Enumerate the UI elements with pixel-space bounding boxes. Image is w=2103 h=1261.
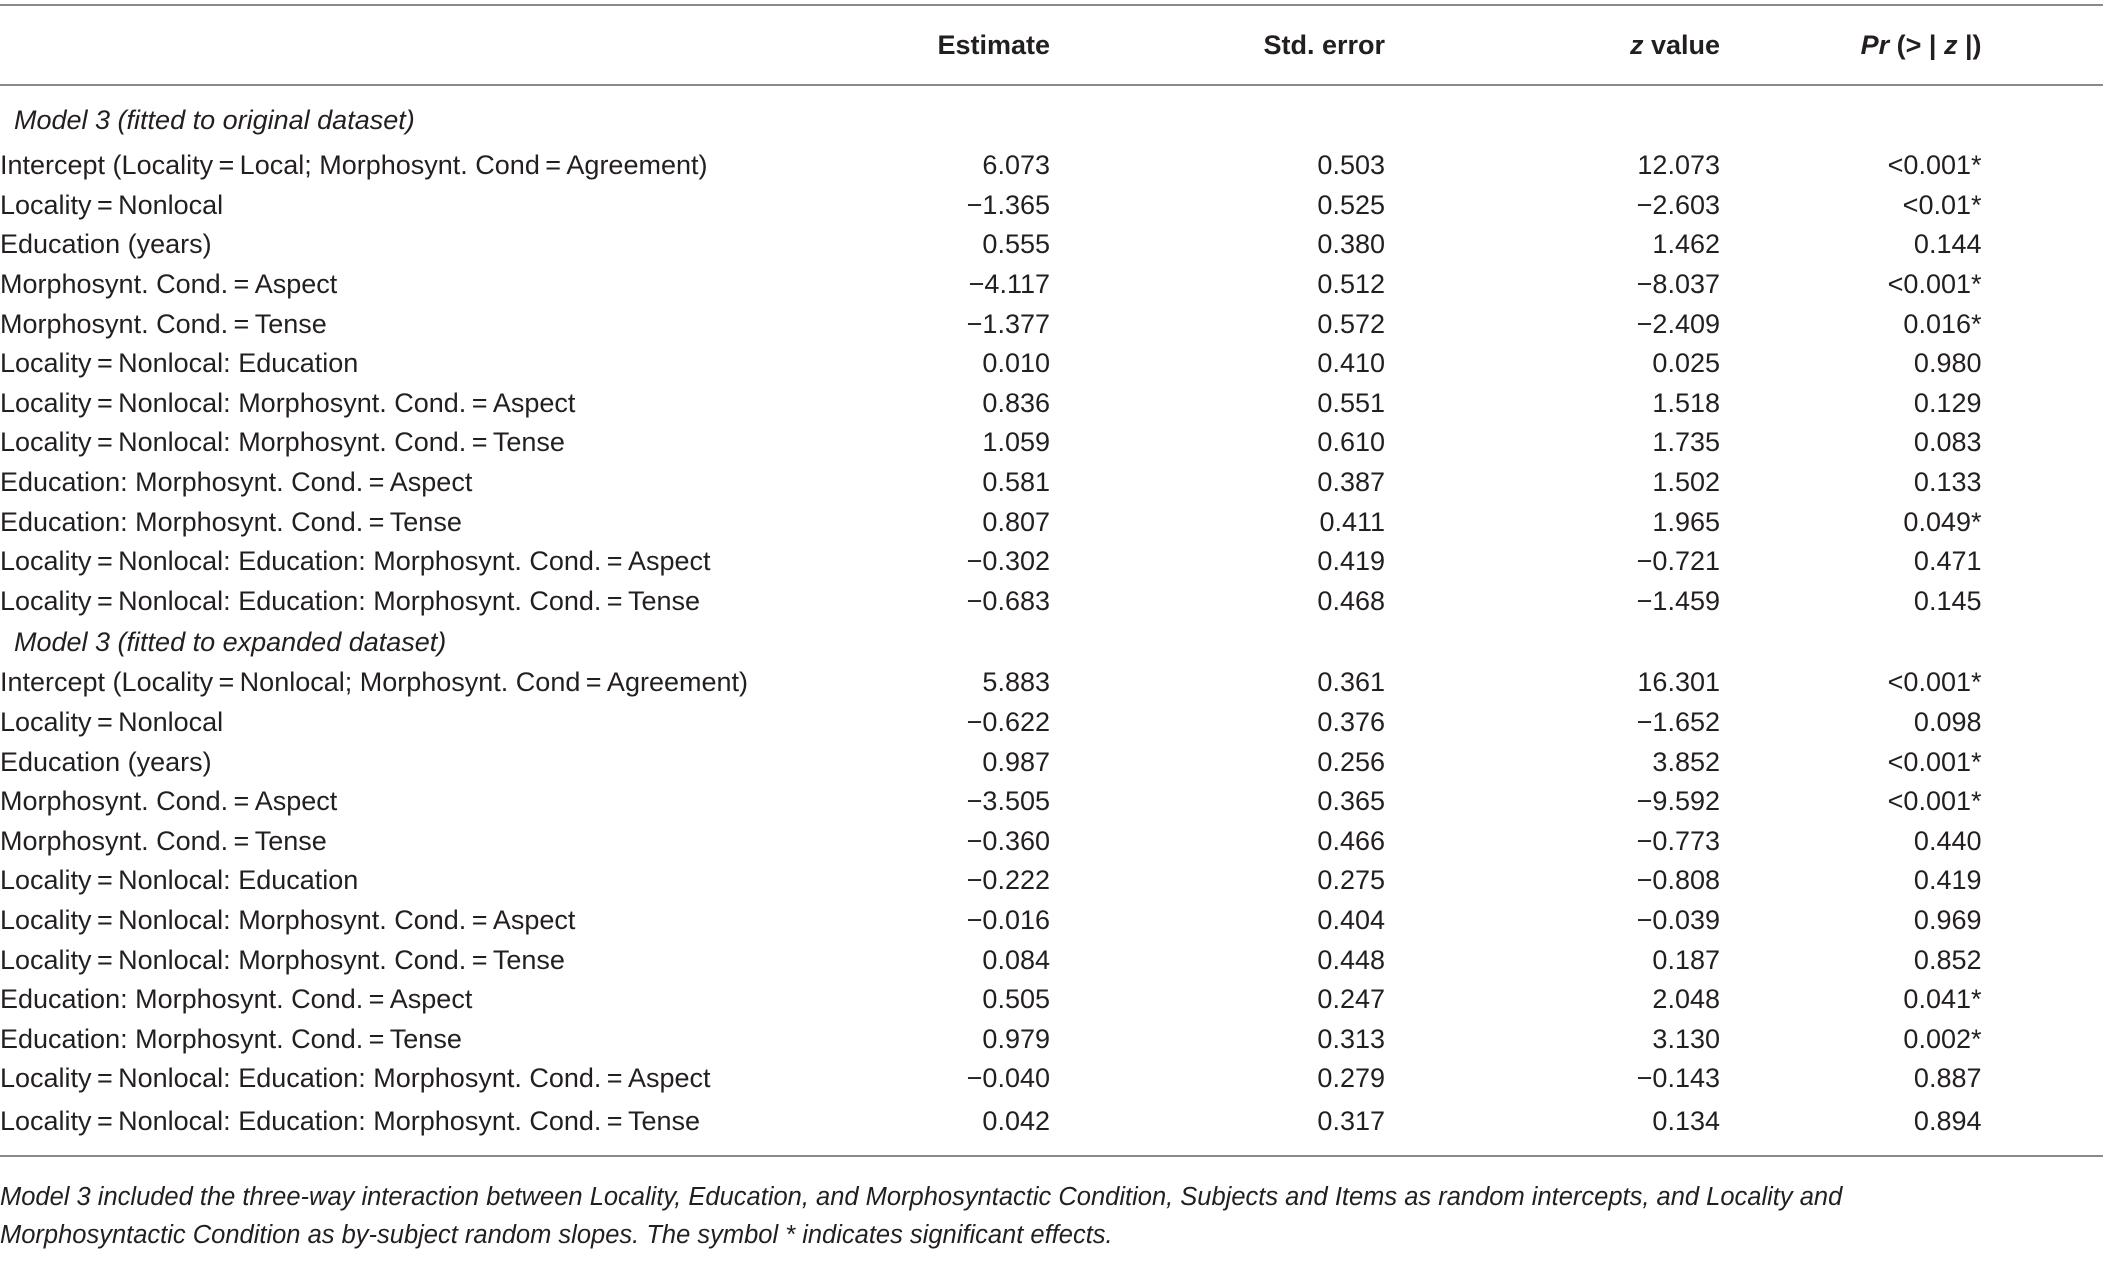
section-title: Model 3 (fitted to expanded dataset) bbox=[14, 626, 447, 657]
table-row bbox=[0, 265, 2103, 305]
p-value-text: 0.980 bbox=[1913, 348, 1982, 379]
cell-estimate: 0.042 bbox=[982, 1106, 1050, 1137]
cell-estimate: 6.073 bbox=[982, 150, 1050, 181]
cell-p-value bbox=[1720, 822, 2103, 862]
cell-std-error: 0.448 bbox=[1317, 944, 1385, 975]
cell-estimate: −0.222 bbox=[966, 865, 1050, 896]
section-title: Model 3 (fitted to original dataset) bbox=[14, 104, 415, 135]
cell-std-error: 0.551 bbox=[1317, 387, 1385, 418]
cell-p-value bbox=[1720, 542, 2103, 582]
table-row bbox=[0, 582, 2103, 622]
cell-estimate: 5.883 bbox=[982, 667, 1050, 698]
cell-z-value: 3.852 bbox=[1652, 746, 1720, 777]
cell-std-error: 0.313 bbox=[1317, 1023, 1385, 1054]
cell-z-value: 12.073 bbox=[1637, 150, 1720, 181]
p-value-text: 0.098 bbox=[1913, 707, 1982, 738]
cell-p-value bbox=[1720, 703, 2103, 743]
cell-p-value bbox=[1720, 186, 2103, 226]
p-value-text: 0.133 bbox=[1913, 467, 1982, 498]
cell-p-value bbox=[1720, 582, 2103, 622]
header-z-value bbox=[1385, 5, 1720, 85]
row-label: Education: Morphosynt. Cond. = Tense bbox=[0, 1023, 462, 1054]
cell-estimate: 0.010 bbox=[982, 348, 1050, 379]
row-label: Intercept (Locality = Nonlocal; Morphosynt. Cond = Agreement) bbox=[0, 667, 748, 698]
cell-p-value bbox=[1720, 146, 2103, 186]
row-label: Locality = Nonlocal: Education: Morphosynt. Cond. = Tense bbox=[0, 1106, 701, 1137]
cell-std-error: 0.411 bbox=[1319, 506, 1385, 537]
row-label: Locality = Nonlocal bbox=[0, 189, 224, 220]
cell-z-value: 3.130 bbox=[1652, 1023, 1720, 1054]
row-label: Intercept (Locality = Local; Morphosynt. Cond = Agreement) bbox=[0, 150, 708, 181]
table-row bbox=[0, 1059, 2103, 1099]
regression-table bbox=[0, 4, 2103, 1157]
cell-std-error: 0.525 bbox=[1317, 189, 1385, 220]
p-value-text: <0.001* bbox=[1887, 746, 1982, 777]
cell-estimate: 0.836 bbox=[982, 387, 1050, 418]
row-label: Education (years) bbox=[0, 746, 212, 777]
table-row bbox=[0, 225, 2103, 265]
cell-p-value bbox=[1720, 663, 2103, 703]
cell-estimate: 1.059 bbox=[982, 427, 1050, 458]
table-row bbox=[0, 980, 2103, 1020]
row-label: Education: Morphosynt. Cond. = Aspect bbox=[0, 984, 473, 1015]
cell-p-value bbox=[1720, 344, 2103, 384]
p-value-text: 0.894 bbox=[1913, 1106, 1982, 1137]
table-row bbox=[0, 822, 2103, 862]
cell-z-value: 0.134 bbox=[1652, 1106, 1720, 1137]
row-label: Morphosynt. Cond. = Aspect bbox=[0, 786, 338, 817]
cell-std-error: 0.361 bbox=[1317, 667, 1385, 698]
table-body bbox=[0, 85, 2103, 1156]
row-label: Education: Morphosynt. Cond. = Tense bbox=[0, 506, 462, 537]
cell-std-error: 0.404 bbox=[1317, 904, 1385, 935]
cell-p-value bbox=[1720, 940, 2103, 980]
p-value-text: 0.049* bbox=[1903, 506, 1982, 537]
p-value-text: <0.001* bbox=[1887, 667, 1982, 698]
cell-std-error: 0.419 bbox=[1317, 546, 1385, 577]
cell-estimate: −0.683 bbox=[966, 585, 1050, 616]
row-label: Locality = Nonlocal: Education: Morphosynt. Cond. = Aspect bbox=[0, 546, 711, 577]
row-label: Locality = Nonlocal: Education: Morphosynt. Cond. = Aspect bbox=[0, 1063, 711, 1094]
header-pr-mid: (> | bbox=[1889, 29, 1944, 60]
table-header bbox=[0, 5, 2103, 85]
cell-z-value: −1.459 bbox=[1636, 585, 1720, 616]
table-row bbox=[0, 1019, 2103, 1059]
p-value-text: 0.852 bbox=[1913, 944, 1982, 975]
cell-z-value: −0.039 bbox=[1636, 904, 1720, 935]
cell-p-value bbox=[1720, 782, 2103, 822]
cell-std-error: 0.466 bbox=[1317, 825, 1385, 856]
cell-z-value: −1.652 bbox=[1636, 707, 1720, 738]
cell-estimate: 0.807 bbox=[982, 506, 1050, 537]
table-row bbox=[0, 423, 2103, 463]
table-row bbox=[0, 742, 2103, 782]
p-value-text: 0.145 bbox=[1913, 585, 1982, 616]
row-label: Locality = Nonlocal bbox=[0, 707, 224, 738]
row-label: Education: Morphosynt. Cond. = Aspect bbox=[0, 467, 473, 498]
cell-estimate: 0.987 bbox=[982, 746, 1050, 777]
cell-estimate: −0.302 bbox=[966, 546, 1050, 577]
cell-z-value: 2.048 bbox=[1652, 984, 1720, 1015]
row-label: Morphosynt. Cond. = Aspect bbox=[0, 269, 338, 300]
p-value-text: 0.471 bbox=[1913, 546, 1982, 577]
p-value-text: 0.041* bbox=[1903, 984, 1982, 1015]
table-row bbox=[0, 384, 2103, 424]
p-value-text: 0.002* bbox=[1903, 1023, 1982, 1054]
header-std-error: Std. error bbox=[1263, 29, 1385, 60]
section-header-row bbox=[0, 85, 2103, 146]
header-label-column bbox=[0, 5, 780, 85]
p-value-text: 0.440 bbox=[1913, 825, 1982, 856]
row-label: Locality = Nonlocal: Morphosynt. Cond. = Aspect bbox=[0, 387, 576, 418]
cell-p-value bbox=[1720, 1059, 2103, 1099]
cell-std-error: 0.376 bbox=[1317, 707, 1385, 738]
row-label: Education (years) bbox=[0, 229, 212, 260]
header-pr bbox=[1720, 5, 2103, 85]
cell-p-value bbox=[1720, 265, 2103, 305]
cell-z-value: 0.187 bbox=[1652, 944, 1720, 975]
header-z-rest: value bbox=[1643, 29, 1720, 60]
table-row bbox=[0, 463, 2103, 503]
cell-z-value: −0.143 bbox=[1636, 1063, 1720, 1094]
p-value-text: 0.016* bbox=[1903, 308, 1982, 339]
table-row bbox=[0, 861, 2103, 901]
cell-std-error: 0.247 bbox=[1317, 984, 1385, 1015]
cell-std-error: 0.256 bbox=[1317, 746, 1385, 777]
cell-z-value: −8.037 bbox=[1636, 269, 1720, 300]
cell-z-value: −0.721 bbox=[1636, 546, 1720, 577]
table-row bbox=[0, 940, 2103, 980]
cell-z-value: 0.025 bbox=[1652, 348, 1720, 379]
header-pr-italic: Pr bbox=[1860, 29, 1890, 60]
cell-z-value: 1.735 bbox=[1652, 427, 1720, 458]
cell-std-error: 0.512 bbox=[1317, 269, 1385, 300]
cell-std-error: 0.572 bbox=[1317, 308, 1385, 339]
cell-p-value bbox=[1720, 225, 2103, 265]
cell-z-value: 1.965 bbox=[1652, 506, 1720, 537]
cell-p-value bbox=[1720, 463, 2103, 503]
cell-estimate: 0.979 bbox=[982, 1023, 1050, 1054]
cell-std-error: 0.468 bbox=[1317, 585, 1385, 616]
cell-std-error: 0.410 bbox=[1317, 348, 1385, 379]
cell-estimate: −0.360 bbox=[966, 825, 1050, 856]
p-value-text: <0.01* bbox=[1902, 189, 1982, 220]
p-value-text: 0.887 bbox=[1913, 1063, 1982, 1094]
cell-p-value bbox=[1720, 861, 2103, 901]
cell-estimate: −3.505 bbox=[966, 786, 1050, 817]
footnote-line-2: Morphosyntactic Condition as by-subject random slopes. The symbol * indicates significant effects. bbox=[0, 1221, 1113, 1249]
table-row bbox=[0, 782, 2103, 822]
cell-z-value: 1.518 bbox=[1652, 387, 1720, 418]
row-label: Morphosynt. Cond. = Tense bbox=[0, 825, 327, 856]
header-z-italic: z bbox=[1629, 29, 1644, 60]
section-header-row bbox=[0, 621, 2103, 663]
cell-p-value bbox=[1720, 423, 2103, 463]
cell-z-value: −0.773 bbox=[1636, 825, 1720, 856]
header-estimate: Estimate bbox=[937, 29, 1050, 60]
table-row bbox=[0, 1099, 2103, 1156]
table-row bbox=[0, 146, 2103, 186]
p-value-text: <0.001* bbox=[1887, 786, 1982, 817]
table-row bbox=[0, 703, 2103, 743]
cell-std-error: 0.610 bbox=[1317, 427, 1385, 458]
row-label: Locality = Nonlocal: Education bbox=[0, 865, 359, 896]
row-label: Locality = Nonlocal: Education bbox=[0, 348, 359, 379]
cell-estimate: −4.117 bbox=[968, 269, 1050, 300]
cell-p-value bbox=[1720, 502, 2103, 542]
table-row bbox=[0, 304, 2103, 344]
cell-p-value bbox=[1720, 980, 2103, 1020]
cell-p-value bbox=[1720, 384, 2103, 424]
row-label: Morphosynt. Cond. = Tense bbox=[0, 308, 327, 339]
p-value-text: 0.419 bbox=[1913, 865, 1982, 896]
cell-std-error: 0.317 bbox=[1317, 1106, 1385, 1137]
row-label: Locality = Nonlocal: Morphosynt. Cond. = Aspect bbox=[0, 904, 576, 935]
header-pr-end: |) bbox=[1957, 29, 1982, 60]
cell-estimate: −1.377 bbox=[966, 308, 1050, 339]
cell-std-error: 0.503 bbox=[1317, 150, 1385, 181]
footnote-line-1: Model 3 included the three-way interaction between Locality, Education, and Morphosyntactic Condition, Subjects and Items as random intercepts, and Locality and bbox=[0, 1183, 1843, 1211]
cell-estimate: 0.555 bbox=[982, 229, 1050, 260]
header-pr-z-italic: z bbox=[1943, 29, 1958, 60]
cell-estimate: 0.505 bbox=[982, 984, 1050, 1015]
cell-p-value bbox=[1720, 1019, 2103, 1059]
table-row bbox=[0, 542, 2103, 582]
table-footnote bbox=[0, 1178, 2060, 1254]
cell-z-value: 16.301 bbox=[1637, 667, 1720, 698]
cell-estimate: 0.581 bbox=[982, 467, 1050, 498]
cell-p-value bbox=[1720, 901, 2103, 941]
table-row bbox=[0, 663, 2103, 703]
cell-estimate: −0.040 bbox=[966, 1063, 1050, 1094]
cell-std-error: 0.275 bbox=[1317, 865, 1385, 896]
cell-p-value bbox=[1720, 742, 2103, 782]
cell-z-value: −2.409 bbox=[1636, 308, 1720, 339]
table-row bbox=[0, 344, 2103, 384]
table-row bbox=[0, 901, 2103, 941]
cell-std-error: 0.387 bbox=[1317, 467, 1385, 498]
cell-estimate: 0.084 bbox=[982, 944, 1050, 975]
cell-estimate: −0.016 bbox=[966, 904, 1050, 935]
cell-std-error: 0.380 bbox=[1317, 229, 1385, 260]
cell-z-value: −9.592 bbox=[1636, 786, 1720, 817]
cell-z-value: −0.808 bbox=[1636, 865, 1720, 896]
p-value-text: 0.129 bbox=[1913, 387, 1982, 418]
cell-p-value bbox=[1720, 1099, 2103, 1156]
cell-estimate: −1.365 bbox=[966, 189, 1050, 220]
table-row bbox=[0, 502, 2103, 542]
p-value-text: 0.144 bbox=[1913, 229, 1982, 260]
p-value-text: 0.083 bbox=[1913, 427, 1982, 458]
p-value-text: <0.001* bbox=[1887, 150, 1982, 181]
cell-z-value: 1.462 bbox=[1652, 229, 1720, 260]
row-label: Locality = Nonlocal: Morphosynt. Cond. = Tense bbox=[0, 427, 565, 458]
cell-std-error: 0.279 bbox=[1317, 1063, 1385, 1094]
p-value-text: <0.001* bbox=[1887, 269, 1982, 300]
cell-estimate: −0.622 bbox=[966, 707, 1050, 738]
cell-z-value: 1.502 bbox=[1652, 467, 1720, 498]
header-row bbox=[0, 5, 2103, 85]
row-label: Locality = Nonlocal: Education: Morphosynt. Cond. = Tense bbox=[0, 585, 701, 616]
row-label: Locality = Nonlocal: Morphosynt. Cond. = Tense bbox=[0, 944, 565, 975]
p-value-text: 0.969 bbox=[1913, 904, 1982, 935]
cell-std-error: 0.365 bbox=[1317, 786, 1385, 817]
cell-p-value bbox=[1720, 304, 2103, 344]
cell-z-value: −2.603 bbox=[1636, 189, 1720, 220]
table-row bbox=[0, 186, 2103, 226]
